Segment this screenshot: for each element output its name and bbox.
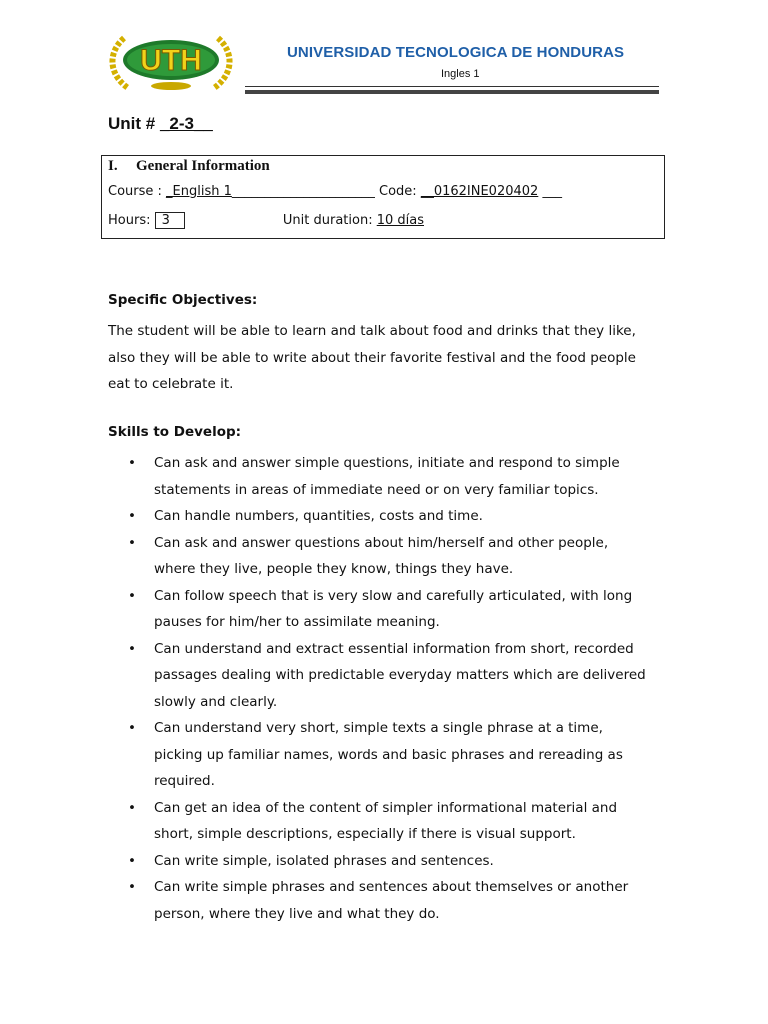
code-fill: ___ [538, 184, 562, 199]
code-value: __0162INE020402 [420, 184, 539, 199]
skill-text: statements in areas of immediate need or on very familiar topics. [154, 481, 599, 498]
bullet-icon: • [128, 799, 136, 816]
uth-logo [104, 30, 238, 92]
skill-item [108, 583, 668, 636]
header-rule-thick [245, 90, 659, 94]
general-info-heading [108, 158, 270, 175]
skill-text: where they live, people they know, things they have. [154, 561, 514, 577]
objectives-paragraph [108, 318, 668, 398]
skill-item [108, 503, 668, 530]
skill-text: Can ask and answer questions about him/herself and other people, [154, 534, 609, 551]
skill-text: Can ask and answer simple questions, initiate and respond to simple [154, 455, 620, 471]
bullet-icon: • [128, 508, 136, 524]
skills-list [108, 450, 668, 927]
course-fill: ______________________ [231, 184, 375, 199]
skill-text: Can understand and extract essential information from short, recorded [154, 640, 634, 657]
bullet-icon: • [128, 587, 136, 604]
bullet-icon: • [128, 879, 136, 895]
section-title: General Information [136, 158, 270, 174]
skill-text: Can understand very short, simple texts a single phrase at a time, [154, 720, 603, 736]
objectives-line: eat to celebrate it. [108, 376, 234, 392]
skill-item [108, 715, 668, 795]
skill-item [108, 636, 668, 716]
duration-label: Unit duration: [282, 213, 377, 228]
skill-text: Can write simple phrases and sentences about themselves or another [154, 879, 629, 895]
skill-text: picking up familiar names, words and basic phrases and rereading as [154, 746, 623, 763]
duration-value: 10 días [376, 213, 424, 228]
skill-item [108, 795, 668, 848]
code-label: Code: [374, 184, 421, 199]
objectives-line: The student will be able to learn and talk about food and drinks that they like, [108, 323, 636, 339]
hours-value: 3 [155, 212, 185, 229]
skill-text: short, simple descriptions, especially if there is visual support. [154, 826, 576, 842]
objectives-line: also they will be able to write about their favorite festival and the food people [108, 349, 636, 366]
skill-item [108, 848, 668, 875]
skill-text: Can follow speech that is very slow and carefully articulated, with long [154, 587, 633, 604]
hours-row [108, 212, 424, 229]
skill-text: required. [154, 773, 215, 789]
svg-text:UTH: UTH [140, 44, 202, 77]
bullet-icon: • [128, 534, 136, 551]
objectives-title: Specific Objectives: [108, 292, 258, 308]
skill-item [108, 530, 668, 583]
course-subtitle: Ingles 1 [441, 68, 480, 80]
bullet-icon: • [128, 720, 136, 736]
skill-text: Can handle numbers, quantities, costs and time. [154, 508, 483, 524]
skill-text: pauses for him/her to assimilate meaning. [154, 614, 440, 630]
header-rule-thin [245, 86, 659, 87]
bullet-icon: • [128, 640, 136, 657]
skill-item [108, 450, 668, 503]
skill-text: Can write simple, isolated phrases and sentences. [154, 852, 494, 869]
university-title: UNIVERSIDAD TECNOLOGICA DE HONDURAS [287, 44, 625, 61]
unit-label: Unit # [108, 114, 160, 133]
skill-text: person, where they live and what they do. [154, 905, 440, 922]
unit-value: _2-3__ [159, 114, 213, 133]
bullet-icon: • [128, 852, 136, 869]
course-label: Course : [108, 184, 167, 199]
course-value: _English 1 [166, 184, 232, 199]
bullet-icon: • [128, 455, 136, 471]
skill-text: Can get an idea of the content of simpler informational material and [154, 799, 618, 816]
unit-heading [108, 114, 213, 134]
course-row [108, 184, 562, 199]
skills-title: Skills to Develop: [108, 424, 242, 440]
general-info-box [101, 155, 665, 239]
skill-text: passages dealing with predictable everyday matters which are delivered [154, 667, 646, 683]
skill-text: slowly and clearly. [154, 693, 278, 710]
skill-item [108, 874, 668, 927]
hours-label: Hours: [108, 213, 155, 228]
section-number: I. [108, 158, 118, 174]
